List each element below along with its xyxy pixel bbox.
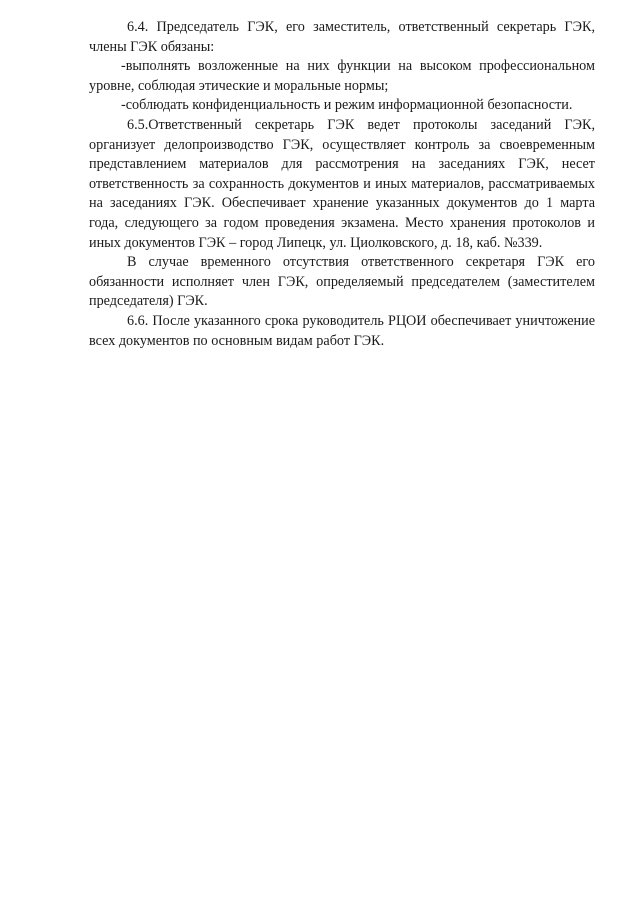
paragraph-substitute-secretary: В случае временного отсутствия ответственного секретаря ГЭК его обязанности исполняет член ГЭК, определяемый председателем (заместителем председателя) ГЭК.: [89, 254, 595, 310]
list-item-duty-confidentiality: -соблюдать конфиденциальность и режим информационной безопасности.: [121, 97, 573, 114]
paragraph-6-4: 6.4. Председатель ГЭК, его заместитель, ответственный секретарь ГЭК, члены ГЭК обязаны:: [89, 19, 595, 55]
list-item-duty-professional: -выполнять возложенные на них функции на высоком профессиональном уровне, соблюдая этические и моральные нормы;: [89, 58, 595, 94]
document-body: [89, 18, 595, 351]
paragraph-6-6: 6.6. После указанного срока руководитель РЦОИ обеспечивает уничтожение всех документов по основным видам работ ГЭК.: [89, 312, 595, 349]
paragraph-6-5: 6.5.Ответственный секретарь ГЭК ведет протоколы заседаний ГЭК, организует делопроизводство ГЭК, осуществляет контроль за своевременным представлением материалов для рассмотрения на заседаниях ГЭК, несет ответственность за сохранность документов и иных материалов, рассматриваемых на заседаниях ГЭК. Обеспечивает хранение указанных документов до 1 марта года, следующего за годом проведения экзамена. Место хранения протоколов и иных документов ГЭК – город Липецк, ул. Циолковского, д. 18, каб. №339.: [89, 116, 595, 251]
